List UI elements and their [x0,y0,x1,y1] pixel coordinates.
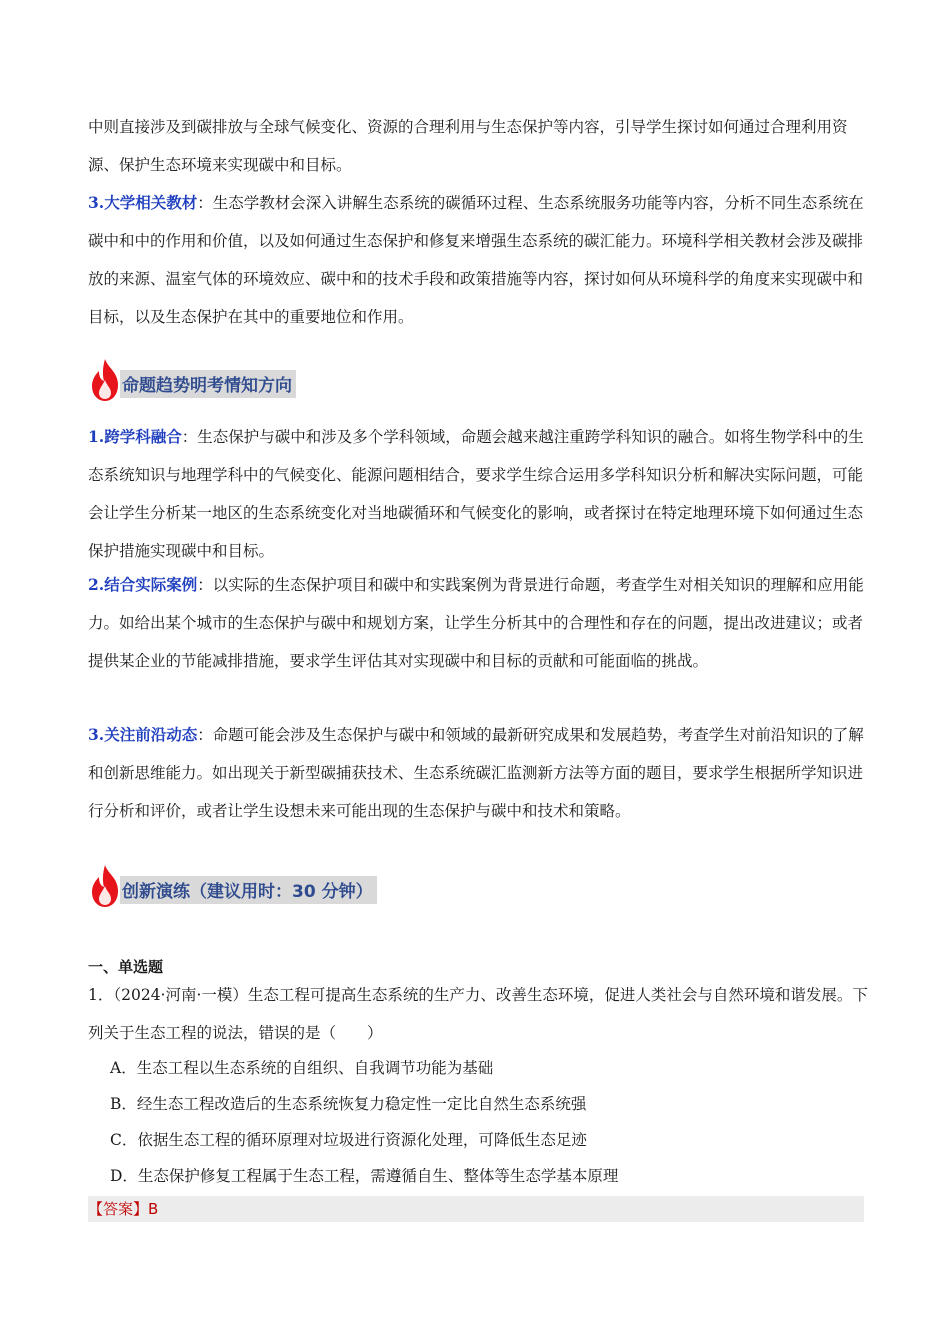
item-text: ：以实际的生态保护项目和碳中和实践案例为背景进行命题，考查学生对相关知识的理解和应用能力。如给出某个城市的生态保护与碳中和规划方案，让学生分析其中的合理性和存在的问题，提出改进建议；或者提供某企业的节能减排措施，要求学生评估其对实现碳中和目标的贡献和可能面临的挑战。 [88,576,864,670]
flame-icon [88,358,122,402]
option-d[interactable]: D．生态保护修复工程属于生态工程，需遵循自生、整体等生态学基本原理 [110,1167,619,1185]
question-stem [88,976,868,1052]
answer-label: 【答案】 [88,1200,149,1218]
item-title: 跨学科融合 [104,427,182,446]
item-text: ：生态保护与碳中和涉及多个学科领域，命题会越来越注重跨学科知识的融合。如将生物学科中的生态系统知识与地理学科中的气候变化、能源问题相结合，要求学生综合运用多学科知识分析和解决实际问题，可能会让学生分析某一地区的生态系统变化对当地碳循环和气候变化的影响，或者探讨在特定地理环境下如何通过生态保护措施实现碳中和目标。 [88,428,864,560]
intro-paragraph [88,108,868,184]
section-title: 命题趋势明考情知方向 [120,370,296,398]
question-text: 1．（2024·河南·一模）生态工程可提高生态系统的生产力、改善生态环境，促进人类社会与自然环境和谐发展。下列关于生态工程的说法，错误的是（ ） [88,986,868,1042]
intro-item-3 [88,184,868,336]
trend-item-2 [88,566,868,680]
section-title: 创新演练（建议用时：30 分钟） [120,876,377,904]
option-a[interactable]: A．生态工程以生态系统的自组织、自我调节功能为基础 [110,1059,494,1077]
flame-icon [88,864,122,908]
section-heading-trends [88,358,296,402]
section-heading-practice [88,864,377,908]
option-c[interactable]: C．依据生态工程的循环原理对垃圾进行资源化处理，可降低生态足迹 [110,1131,587,1149]
item-number: 1. [88,427,105,446]
item-number: 2. [88,575,105,594]
trend-item-1 [88,418,868,570]
answer-value: B [148,1200,159,1218]
item-title: 大学相关教材 [104,193,198,212]
item-number: 3. [88,193,105,212]
item-title: 关注前沿动态 [104,725,198,744]
item-text: ：命题可能会涉及生态保护与碳中和领域的最新研究成果和发展趋势，考查学生对前沿知识的了解和创新思维能力。如出现关于新型碳捕获技术、生态系统碳汇监测新方法等方面的题目，要求学生根据所学知识进行分析和评价，或者让学生设想未来可能出现的生态保护与碳中和技术和策略。 [88,726,864,820]
answer-bar [88,1196,864,1222]
option-b[interactable]: B．经生态工程改造后的生态系统恢复力稳定性一定比自然生态系统强 [110,1095,587,1113]
item-number: 3. [88,725,105,744]
item-text: ：生态学教材会深入讲解生态系统的碳循环过程、生态系统服务功能等内容，分析不同生态系统在碳中和中的作用和价值，以及如何通过生态保护和修复来增强生态系统的碳汇能力。环境科学相关教材会涉及碳排放的来源、温室气体的环境效应、碳中和的技术手段和政策措施等内容，探讨如何从环境科学的角度来实现碳中和目标，以及生态保护在其中的重要地位和作用。 [88,194,864,326]
trend-item-3 [88,716,868,830]
intro-text: 中则直接涉及到碳排放与全球气候变化、资源的合理利用与生态保护等内容，引导学生探讨如何通过合理利用资源、保护生态环境来实现碳中和目标。 [88,118,848,174]
question-type-heading: 一、单选题 [88,958,164,976]
item-title: 结合实际案例 [104,575,198,594]
